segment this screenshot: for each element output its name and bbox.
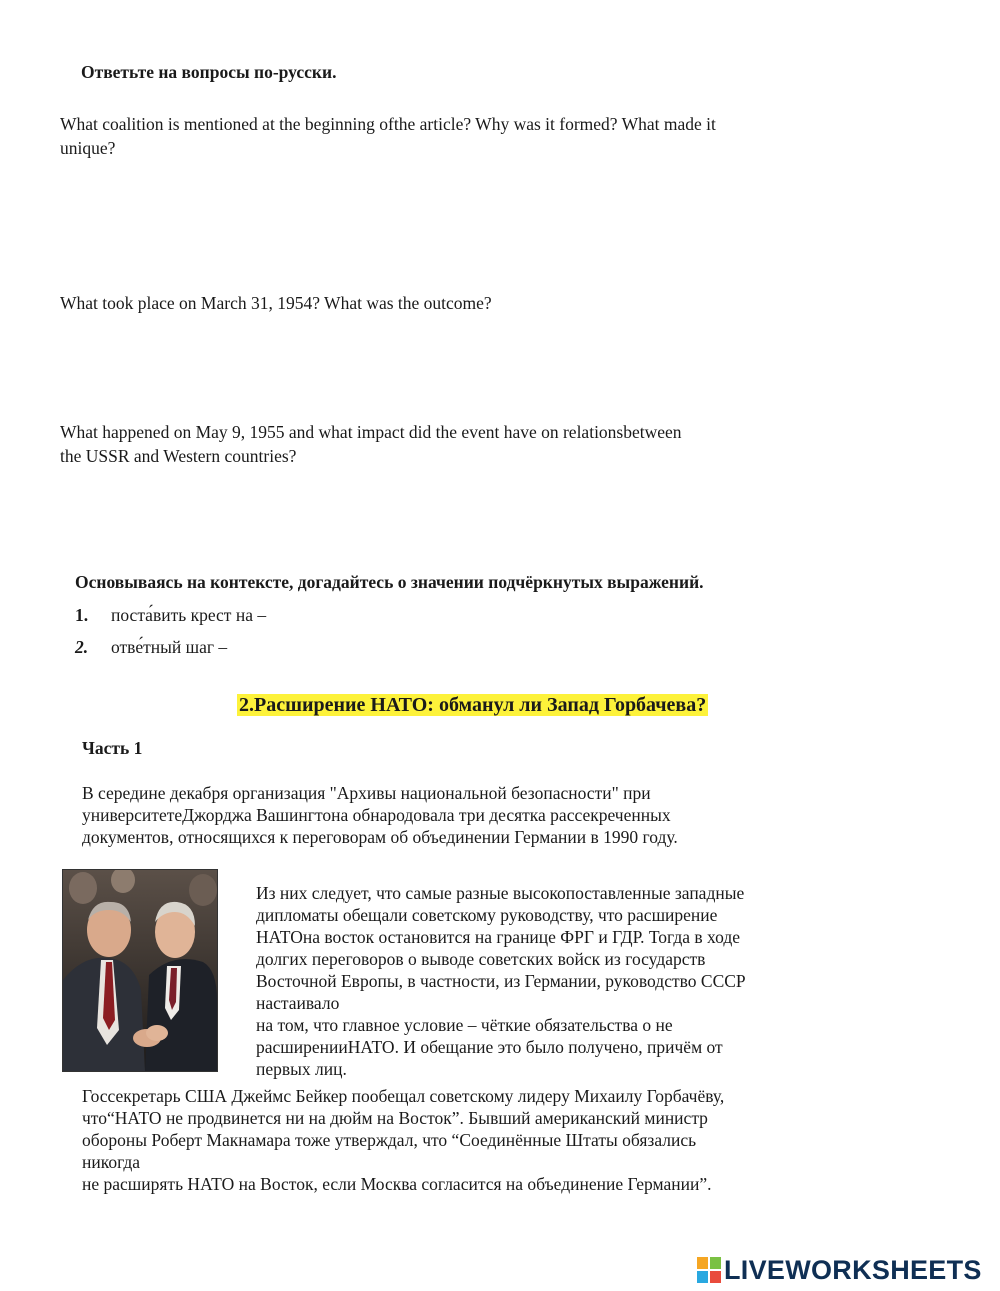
paragraph-2-line: первых лиц. — [256, 1059, 347, 1079]
paragraph-3-line: Госсекретарь США Джеймс Бейкер пообещал советскому лидеру Михаилу Горбачёву, — [82, 1086, 725, 1106]
question-3-line-1: What happened on May 9, 1955 and what impact did the event have on relationsbetween — [60, 422, 682, 442]
article-paragraph-1 — [82, 782, 678, 848]
paragraph-3-line: никогда — [82, 1152, 141, 1172]
question-3-line-2: the USSR and Western countries? — [60, 446, 297, 466]
paragraph-2-line: Из них следует, что самые разные высокопоставленные западные — [256, 883, 745, 903]
photo-illustration — [63, 870, 217, 1071]
article-paragraph-3 — [82, 1085, 724, 1195]
question-3 — [60, 420, 682, 468]
article-title — [237, 692, 708, 718]
paragraph-2-line: на том, что главное условие – чёткие обязательства о не — [256, 1015, 673, 1035]
paragraph-2-line: дипломаты обещали советскому руководству, что расширение — [256, 905, 718, 925]
question-1 — [60, 112, 716, 160]
paragraph-2-line: долгих переговоров о выводе советских войск из государств — [256, 949, 706, 969]
liveworksheets-logo-text: LIVEWORKSHEETS — [724, 1255, 982, 1285]
question-2: What took place on March 31, 1954? What was the outcome? — [60, 293, 492, 313]
instructions-answer-in-russian: Ответьте на вопросы по-русски. — [81, 62, 337, 82]
article-photo — [62, 869, 218, 1072]
paragraph-3-line: что“НАТО не продвинется ни на дюйм на Восток”. Бывший американский министр — [82, 1108, 708, 1128]
paragraph-2-line: настаивало — [256, 993, 340, 1013]
paragraph-2-line: НАТОна восток остановится на границе ФРГ и ГДР. Тогда в ходе — [256, 927, 741, 947]
liveworksheets-blocks-icon — [697, 1257, 721, 1283]
paragraph-3-line: не расширять НАТО на Восток, если Москва согласится на объединение Германии”. — [82, 1174, 712, 1194]
paragraph-1-line: документов, относящихся к переговорам об объединении Германии в 1990 году. — [82, 827, 678, 847]
vocab-item-1: поста́вить крест на – — [111, 605, 267, 625]
instructions-guess-meaning: Основываясь на контексте, догадайтесь о значении подчёркнутых выражений. — [75, 572, 704, 592]
vocab-number-1: 1. — [75, 605, 89, 625]
paragraph-2-line: расширенииНАТО. И обещание это было получено, причём от — [256, 1037, 723, 1057]
paragraph-1-line: университетеДжорджа Вашингтона обнародовала три десятка рассекреченных — [82, 805, 671, 825]
part-label: Часть 1 — [82, 738, 143, 758]
question-1-line-2: unique? — [60, 138, 116, 158]
paragraph-3-line: обороны Роберт Макнамара тоже утверждал, что “Соединённые Штаты обязались — [82, 1130, 697, 1150]
paragraph-2-line: Восточной Европы, в частности, из Германии, руководство СССР — [256, 971, 746, 991]
article-paragraph-2 — [256, 882, 746, 1080]
liveworksheets-logo[interactable] — [697, 1255, 993, 1285]
vocab-item-2: отве́тный шаг – — [111, 637, 228, 657]
article-title-text: 2.Расширение НАТО: обманул ли Запад Горбачева? — [239, 694, 707, 716]
vocab-number-2: 2. — [75, 637, 89, 657]
question-1-line-1: What coalition is mentioned at the beginning ofthe article? Why was it formed? What made it — [60, 114, 716, 134]
paragraph-1-line: В середине декабря организация "Архивы национальной безопасности" при — [82, 783, 651, 803]
